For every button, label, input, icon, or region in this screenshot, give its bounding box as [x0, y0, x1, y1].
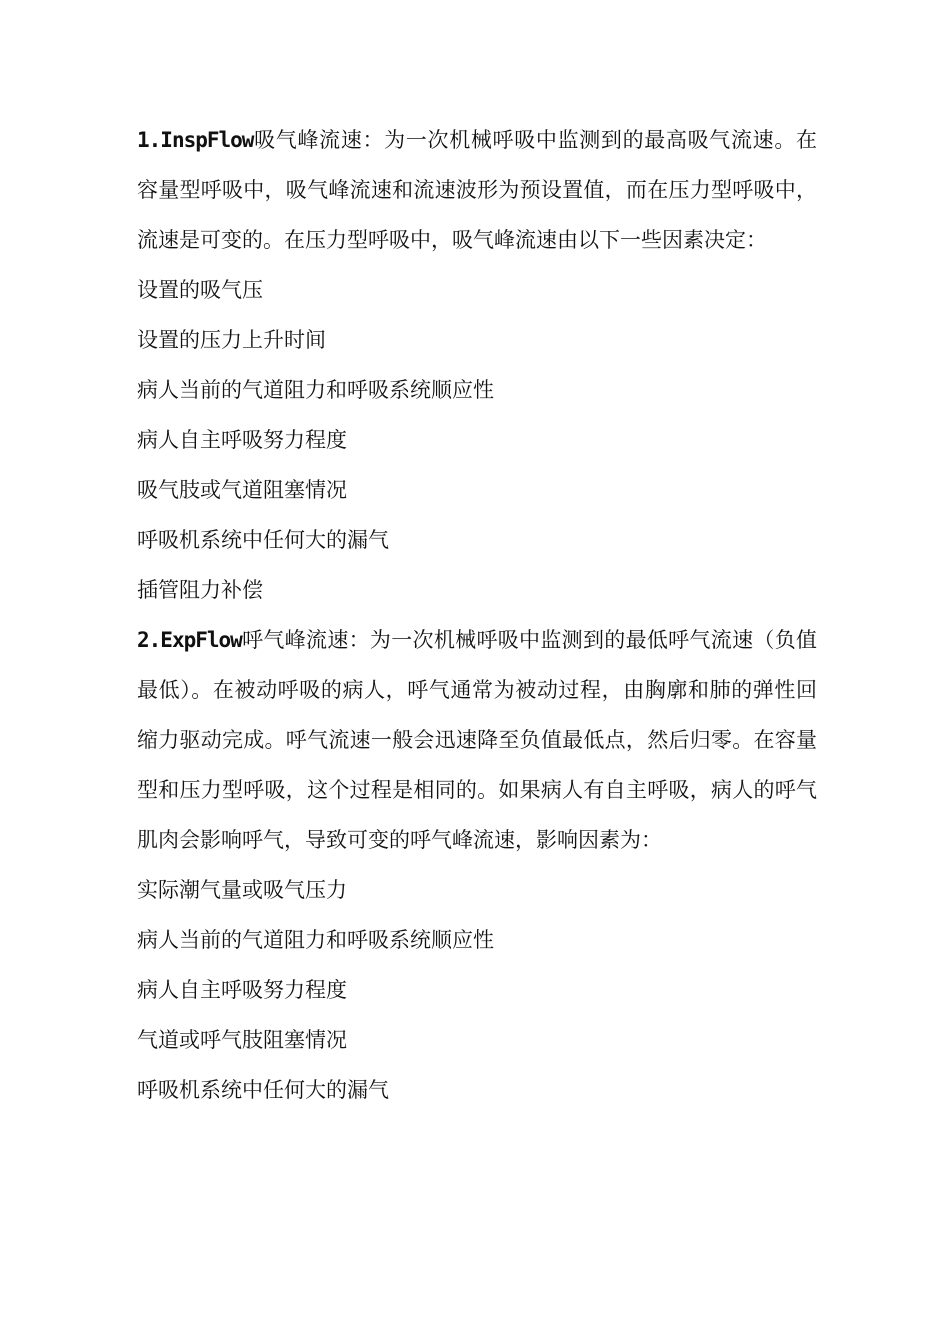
section-1-factor: 设置的压力上升时间 [137, 328, 326, 352]
section-2-factor: 呼吸机系统中任何大的漏气 [137, 1078, 389, 1102]
section-1-factor: 插管阻力补偿 [137, 578, 263, 602]
section-1-text: 吸气峰流速：为一次机械呼吸中监测到的最高吸气流速。在容量型呼吸中，吸气峰流速和流速波形为预设置值，而在压力型呼吸中，流速是可变的。在压力型呼吸中，吸气峰流速由以下一些因素决定： [137, 128, 817, 252]
section-1-factor: 吸气肢或气道阻塞情况 [137, 478, 347, 502]
section-2-text: 呼气峰流速：为一次机械呼吸中监测到的最低呼气流速（负值最低）。在被动呼吸的病人，呼气通常为被动过程，由胸廓和肺的弹性回缩力驱动完成。呼气流速一般会迅速降至负值最低点，然后归零。在容量型和压力型呼吸，这个过程是相同的。如果病人有自主呼吸，病人的呼气肌肉会影响呼气，导致可变的呼气峰流速，影响因素为： [137, 628, 817, 852]
section-1-factor: 病人自主呼吸努力程度 [137, 428, 347, 452]
section-2-factor: 病人当前的气道阻力和呼吸系统顺应性 [137, 928, 494, 952]
section-2-term: ExpFlow [160, 628, 242, 652]
section-1-paragraph [137, 115, 817, 265]
section-1-factor: 设置的吸气压 [137, 278, 263, 302]
section-1-term: InspFlow [160, 128, 254, 152]
section-1-number: 1. [137, 128, 161, 152]
section-2-factor: 实际潮气量或吸气压力 [137, 878, 347, 902]
section-2-number: 2. [137, 628, 161, 652]
section-2-factor: 气道或呼气肢阻塞情况 [137, 1028, 347, 1052]
document-page [137, 115, 817, 1115]
section-2-factor: 病人自主呼吸努力程度 [137, 978, 347, 1002]
section-1-factor: 呼吸机系统中任何大的漏气 [137, 528, 389, 552]
section-1-factor: 病人当前的气道阻力和呼吸系统顺应性 [137, 378, 494, 402]
section-2-paragraph [137, 615, 817, 865]
